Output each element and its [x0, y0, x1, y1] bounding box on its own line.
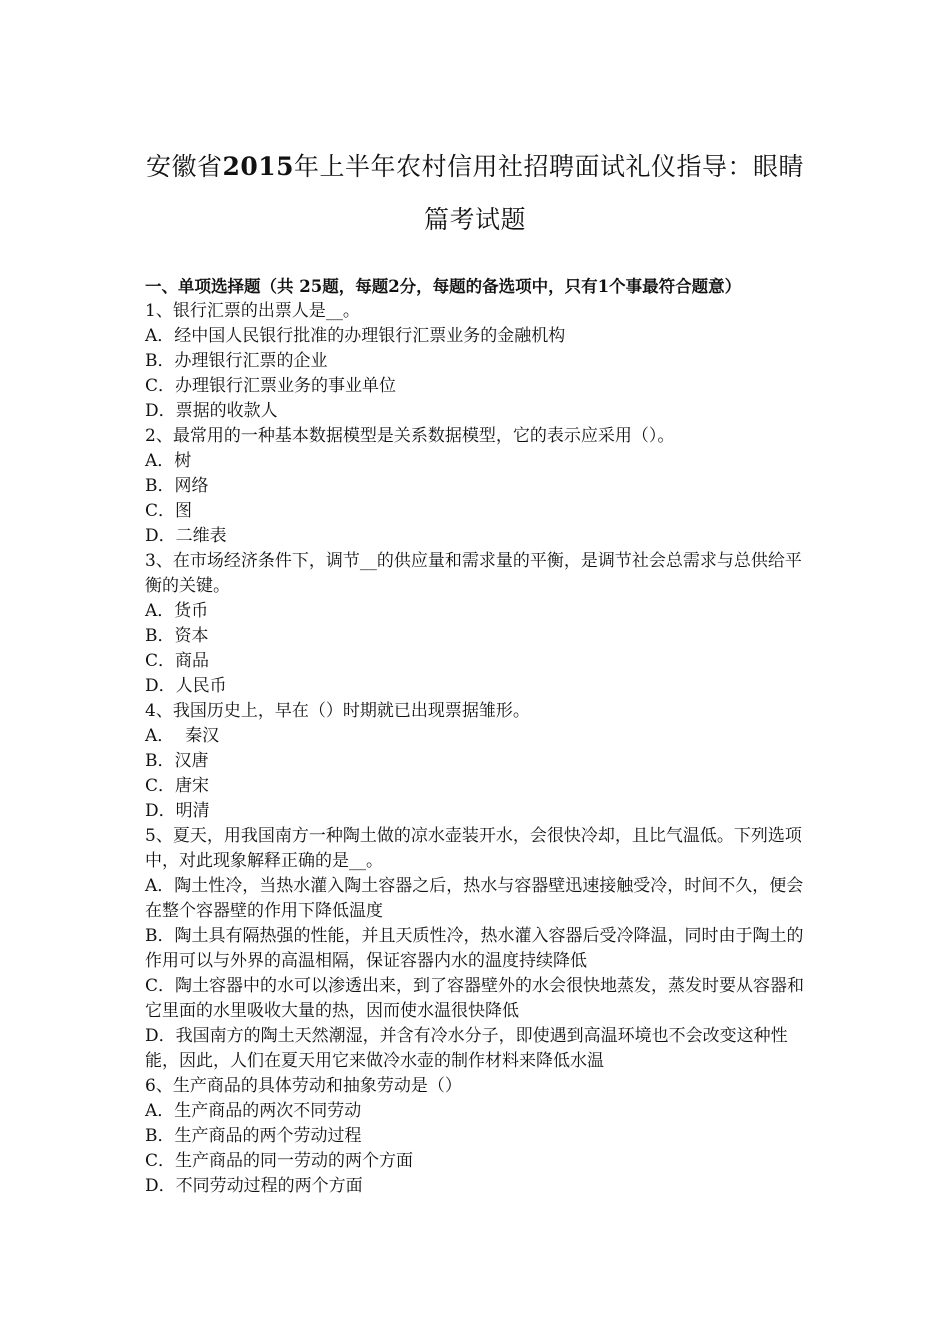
answer-option: A．树 [145, 451, 192, 471]
answer-option: B．资本 [145, 626, 209, 646]
answer-option: A． 秦汉 [145, 726, 220, 746]
answer-option: D．明清 [145, 801, 210, 821]
question-stem: 1、银行汇票的出票人是__。 [145, 301, 360, 321]
title-year: 2015 [222, 152, 295, 181]
title-suffix: 年上半年农村信用社招聘面试礼仪指导：眼睛 [294, 152, 805, 181]
answer-option: D．我国南方的陶土天然潮湿，并含有冷水分子，即使遇到高温环境也不会改变这种性能，因此，人们在夏天用它来做冷水壶的制作材料来降低水温 [145, 1026, 788, 1071]
answer-option: B．办理银行汇票的企业 [145, 351, 328, 371]
document-body [145, 274, 810, 1199]
question-stem: 2、最常用的一种基本数据模型是关系数据模型，它的表示应采用（）。 [145, 426, 675, 446]
question-stem: 3、在市场经济条件下，调节__的供应量和需求量的平衡，是调节社会总需求与总供给平衡的关键。 [145, 551, 802, 596]
answer-option: C．唐宋 [145, 776, 210, 796]
answer-option: C．生产商品的同一劳动的两个方面 [145, 1151, 414, 1171]
answer-option: A．经中国人民银行批准的办理银行汇票业务的金融机构 [145, 326, 566, 346]
answer-option: B．汉唐 [145, 751, 209, 771]
answer-option: C．办理银行汇票业务的事业单位 [145, 376, 397, 396]
question-item [145, 299, 810, 424]
answer-option: D．人民币 [145, 676, 227, 696]
title-prefix: 安徽省 [145, 152, 223, 181]
question-stem: 6、生产商品的具体劳动和抽象劳动是（） [145, 1076, 462, 1096]
answer-option: C．陶土容器中的水可以渗透出来，到了容器壁外的水会很快地蒸发，蒸发时要从容器和它里面的水里吸收大量的热，因而使水温很快降低 [145, 976, 805, 1021]
question-stem: 5、夏天，用我国南方一种陶土做的凉水壶装开水，会很快冷却，且比气温低。下列选项中，对此现象解释正确的是__。 [145, 826, 802, 871]
answer-option: D．不同劳动过程的两个方面 [145, 1176, 363, 1196]
answer-option: C．商品 [145, 651, 210, 671]
question-item [145, 424, 810, 549]
document-title-line-2: 篇考试题 [423, 205, 526, 234]
answer-option: B．生产商品的两个劳动过程 [145, 1126, 362, 1146]
question-item [145, 824, 810, 1074]
question-stem: 4、我国历史上，早在（）时期就已出现票据雏形。 [145, 701, 530, 721]
question-item [145, 699, 810, 824]
question-item [145, 549, 810, 699]
document-title-line-1 [120, 152, 830, 182]
answer-option: D．二维表 [145, 526, 227, 546]
question-item [145, 1074, 810, 1199]
answer-option: B．网络 [145, 476, 209, 496]
answer-option: A．陶土性冷，当热水灌入陶土容器之后，热水与容器壁迅速接触受冷，时间不久，便会在整个容器壁的作用下降低温度 [145, 876, 804, 921]
answer-option: B．陶土具有隔热强的性能，并且天质性冷，热水灌入容器后受冷降温，同时由于陶土的作用可以与外界的高温相隔，保证容器内水的温度持续降低 [145, 926, 804, 971]
answer-option: A．货币 [145, 601, 209, 621]
answer-option: C．图 [145, 501, 193, 521]
answer-option: A．生产商品的两次不同劳动 [145, 1101, 362, 1121]
question-list [145, 299, 810, 1199]
section-heading: 一、单项选择题（共 25题，每题2分，每题的备选项中，只有1个事最符合题意） [145, 277, 742, 296]
answer-option: D．票据的收款人 [145, 401, 278, 421]
